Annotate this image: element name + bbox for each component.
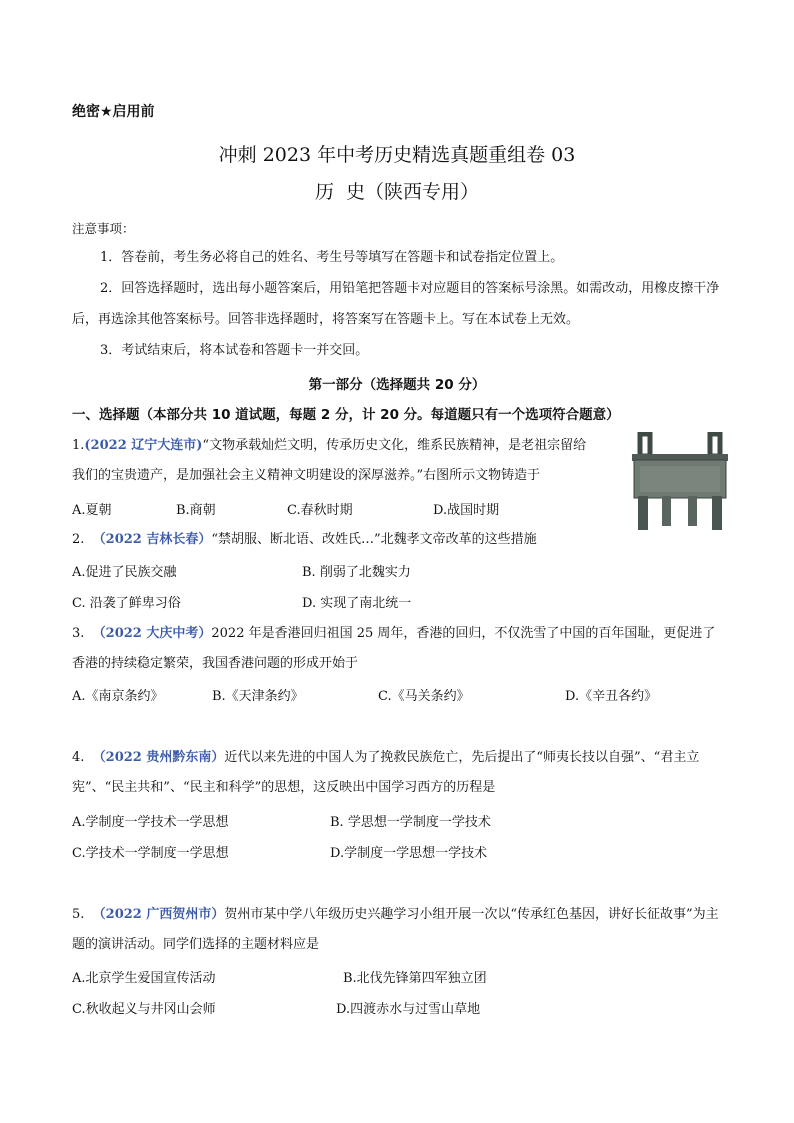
bronze-ding-image	[626, 432, 734, 532]
option-c[interactable]: C.《马关条约》	[378, 689, 470, 704]
notice-heading: 注意事项：	[72, 221, 135, 236]
question-stem: “禁胡服、断北语、改姓氏…”北魏孝文帝改革的这些措施	[211, 532, 537, 547]
question-1-line1	[72, 431, 586, 461]
option-b[interactable]: B.《天津条约》	[212, 689, 304, 704]
question-stem: 近代以来先进的中国人为了挽救民族危亡，先后提出了“师夷长技以自强”、“君主立宪”、“民主共和”、“民主和科学”的思想，这反映出中国学习西方的历程是	[72, 750, 700, 795]
question-2	[72, 525, 537, 555]
question-source: （2022 贵州黔东南）	[92, 750, 225, 765]
option-a[interactable]: A.促进了民族交融	[72, 565, 177, 580]
question-number: 1.	[72, 438, 85, 453]
option-b[interactable]: B. 学思想一学制度一学技术	[330, 815, 491, 830]
question-source: （2022 吉林长春）	[92, 532, 212, 547]
notice-item: 3．考试结束后，将本试卷和答题卡一并交回。	[100, 343, 369, 358]
exam-subtitle: 历 史（陕西专用）	[314, 181, 480, 203]
question-number: 4.	[72, 750, 85, 765]
question-5	[72, 900, 724, 960]
option-a[interactable]: A.北京学生爱国宣传活动	[72, 971, 216, 986]
question-stem: 2022 年是香港回归祖国 25 周年，香港的回归，不仅洗雪了中国的百年国耻，更促进了香港的持续稳定繁荣，我国香港问题的形成开始于	[72, 626, 716, 671]
option-c[interactable]: C.秋收起义与井冈山会师	[72, 1002, 216, 1017]
secret-mark: 绝密★启用前	[72, 104, 155, 120]
notice-item: 2．回答选择题时，选出每小题答案后，用铅笔把答题卡对应题目的答案标号涂黑。如需改动，用橡皮擦干净后，再选涂其他答案标号。回答非选择题时，将答案写在答题卡上。写在本试卷上无效。	[72, 281, 720, 327]
question-source: （2022 大庆中考）	[92, 626, 212, 641]
option-a[interactable]: A.学制度一学技术一学思想	[72, 815, 229, 830]
option-d[interactable]: D.战国时期	[433, 503, 500, 518]
question-stem: “文物承载灿烂文明，传承历史文化，维系民族精神，是老祖宗留给	[202, 438, 587, 453]
question-number: 3.	[72, 626, 85, 641]
question-source: （2022 广西贺州市）	[92, 907, 225, 922]
option-c[interactable]: C. 沿袭了鲜卑习俗	[72, 596, 181, 611]
question-number: 5.	[72, 907, 85, 922]
option-c[interactable]: C.春秋时期	[287, 503, 353, 518]
option-b[interactable]: B.北伐先锋第四军独立团	[343, 971, 487, 986]
option-a[interactable]: A.夏朝	[72, 503, 112, 518]
option-d[interactable]: D.四渡赤水与过雪山草地	[336, 1002, 481, 1017]
section-title: 一、选择题（本部分共 10 道试题，每题 2 分，计 20 分。每道题只有一个选项符合题意）	[72, 407, 620, 423]
question-source: (2022 辽宁大连市)	[84, 438, 203, 453]
question-4	[72, 743, 724, 803]
option-b[interactable]: B.商朝	[176, 503, 216, 518]
exam-title: 冲刺 2023 年中考历史精选真题重组卷 03	[218, 144, 576, 166]
question-3	[72, 619, 724, 679]
question-stem: 贺州市某中学八年级历史兴趣学习小组开展一次以“传承红色基因，讲好长征故事”为主题的演讲活动。同学们选择的主题材料应是	[72, 907, 719, 952]
notice-block	[72, 242, 724, 366]
option-a[interactable]: A.《南京条约》	[72, 689, 164, 704]
notice-item: 1．答卷前，考生务必将自己的姓名、考生号等填写在答题卡和试卷指定位置上。	[100, 250, 564, 265]
question-number: 2.	[72, 532, 85, 547]
option-d[interactable]: D. 实现了南北统一	[302, 596, 412, 611]
part-title: 第一部分（选择题共 20 分）	[308, 377, 486, 393]
option-c[interactable]: C.学技术一学制度一学思想	[72, 846, 229, 861]
question-1-line2: 我们的宝贵遗产，是加强社会主义精神文明建设的深厚滋养。”右图所示文物铸造于	[72, 468, 541, 483]
option-d[interactable]: D.《辛丑各约》	[565, 689, 658, 704]
option-b[interactable]: B. 削弱了北魏实力	[302, 565, 411, 580]
option-d[interactable]: D.学制度一学思想一学技术	[330, 846, 488, 861]
